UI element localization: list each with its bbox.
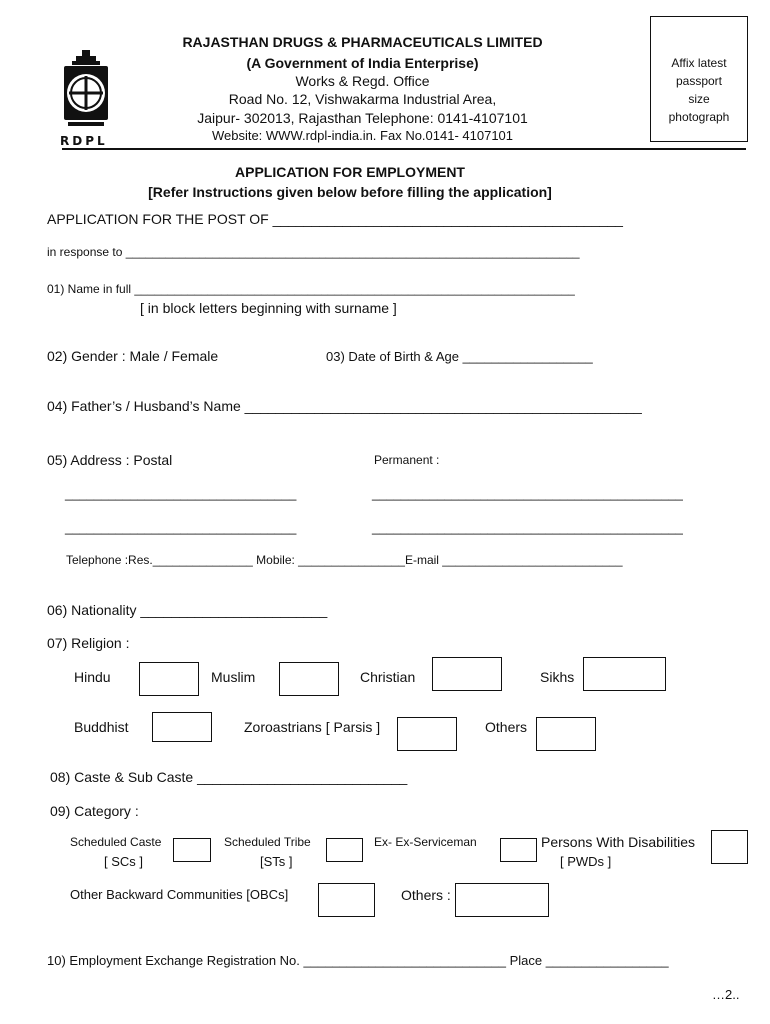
religion-buddhist-checkbox[interactable] (152, 712, 212, 742)
religion-zoroastrians-checkbox[interactable] (397, 717, 457, 751)
category-st-label: Scheduled Tribe (224, 835, 311, 849)
category-sc-checkbox[interactable] (173, 838, 211, 862)
category-sc-abbr: [ SCs ] (104, 854, 144, 869)
father-name-field[interactable]: 04) Father’s / Husband’s Name ___________________________________________________ (47, 398, 642, 414)
exchange-registration-field[interactable]: 10) Employment Exchange Registration No. ____________________________ Place _________________ (47, 953, 669, 968)
postal-address-line-1[interactable]: ________________________________ (65, 486, 297, 501)
nationality-field[interactable]: 06) Nationality ________________________ (47, 602, 328, 618)
religion-sikhs-checkbox[interactable] (583, 657, 666, 691)
religion-christian-checkbox[interactable] (432, 657, 502, 691)
postal-address-line-2[interactable]: ________________________________ (65, 520, 297, 535)
category-others-checkbox[interactable] (455, 883, 549, 917)
photo-box (650, 16, 748, 142)
religion-christian-label: Christian (360, 669, 416, 685)
religion-sikhs-label: Sikhs (540, 669, 575, 685)
religion-label: 07) Religion : (47, 635, 130, 651)
religion-muslim-label: Muslim (211, 669, 256, 685)
name-note: [ in block letters beginning with surname ] (140, 300, 397, 316)
religion-buddhist-label: Buddhist (74, 719, 129, 735)
caste-field[interactable]: 08) Caste & Sub Caste ___________________________ (50, 769, 408, 785)
religion-others-label: Others (485, 719, 528, 735)
page-number: …2.. (712, 987, 740, 1002)
page-title: APPLICATION FOR EMPLOYMENT (235, 164, 465, 180)
instruction-text: [Refer Instructions given below before filling the application] (148, 184, 552, 200)
category-ex-label: Ex- Ex-Serviceman (374, 835, 477, 849)
permanent-address-line-2[interactable]: ___________________________________________ (372, 520, 683, 535)
category-sc-label: Scheduled Caste (70, 835, 162, 849)
religion-hindu-checkbox[interactable] (139, 662, 199, 696)
website-line: Website: WWW.rdpl-india.in. Fax No.0141- 4107101 (211, 128, 514, 143)
gender-field[interactable]: 02) Gender : Male / Female (47, 348, 219, 364)
header-divider (62, 148, 746, 150)
address-line: Road No. 12, Vishwakarma Industrial Area, (228, 91, 497, 107)
post-field[interactable]: APPLICATION FOR THE POST OF _____________________________________________ (47, 211, 623, 227)
company-subtitle: (A Government of India Enterprise) (246, 55, 479, 71)
permanent-address-line-1[interactable]: ___________________________________________ (372, 486, 683, 501)
name-field[interactable]: 01) Name in full __________________________________________________________________ (47, 282, 575, 296)
response-field[interactable]: in response to ____________________________________________________________________ (47, 245, 580, 259)
photo-text-1: Affix latest (671, 56, 727, 70)
dob-field[interactable]: 03) Date of Birth & Age __________________ (326, 349, 593, 364)
logo-text: RDPL (60, 134, 108, 148)
religion-hindu-label: Hindu (74, 669, 111, 685)
religion-zoroastrians-label: Zoroastrians [ Parsis ] (244, 719, 381, 735)
telephone-field[interactable]: Telephone :Res._______________ Mobile: ________________E-mail ___________________________ (66, 553, 623, 567)
office-line: Works & Regd. Office (295, 73, 430, 89)
category-others-label: Others : (401, 887, 451, 903)
photo-text-2: passport (675, 74, 723, 88)
permanent-label: Permanent : (374, 453, 440, 467)
religion-muslim-checkbox[interactable] (279, 662, 339, 696)
category-pwd-checkbox[interactable] (711, 830, 748, 864)
category-st-checkbox[interactable] (326, 838, 363, 862)
rdpl-logo (58, 44, 114, 150)
photo-text-4: photograph (668, 110, 730, 124)
religion-others-checkbox[interactable] (536, 717, 596, 751)
company-name: RAJASTHAN DRUGS & PHARMACEUTICALS LIMITED (182, 34, 543, 50)
category-label: 09) Category : (50, 803, 139, 819)
category-pwd-abbr: [ PWDs ] (560, 854, 612, 869)
category-ex-checkbox[interactable] (500, 838, 537, 862)
telephone-line: Jaipur- 302013, Rajasthan Telephone: 0141-4107101 (197, 110, 528, 126)
category-pwd-label: Persons With Disabilities (541, 834, 696, 850)
address-label: 05) Address : Postal (47, 452, 173, 468)
category-obc-checkbox[interactable] (318, 883, 375, 917)
photo-text-3: size (688, 92, 710, 106)
category-st-abbr: [STs ] (260, 854, 293, 869)
category-obc-label: Other Backward Communities [OBCs] (70, 887, 289, 902)
